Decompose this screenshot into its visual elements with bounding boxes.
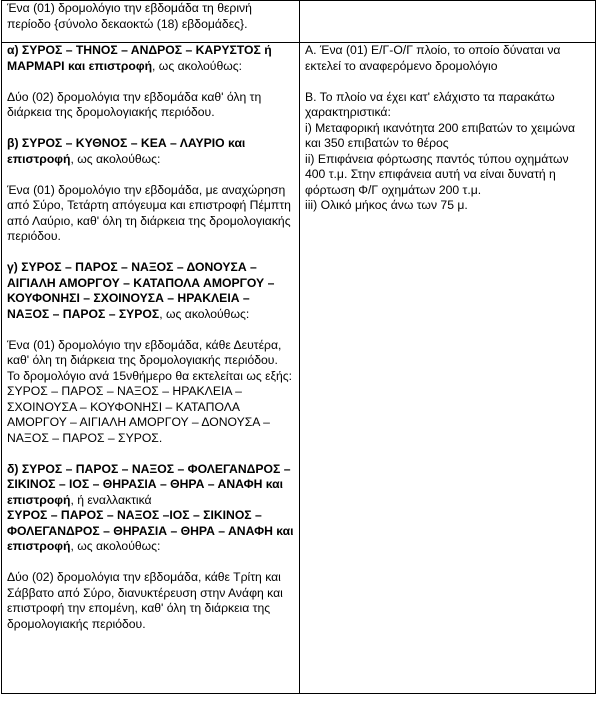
requirement-item-2: ii) Επιφάνεια φόρτωσης παντός τύπου οχημάτων 400 τ.μ. Στην επιφάνεια αυτή να είναι δυνατή η φόρτωση Φ/Γ οχημάτων 200 τ.μ. xyxy=(305,151,569,197)
route-b-suffix: , ως ακολούθως: xyxy=(70,151,161,166)
route-a-title: α) ΣΥΡΟΣ – ΤΗΝΟΣ – ΑΝΔΡΟΣ – ΚΑΡΥΣΤΟΣ ή ΜΑΡΜΑΡΙ και επιστροφή xyxy=(7,43,272,73)
top-right-cell xyxy=(300,1,596,43)
summer-schedule-text: Ένα (01) δρομολόγιο την εβδομάδα τη θερινή περίοδο {σύνολο δεκαοκτώ (18) εβδομάδες}. xyxy=(7,1,252,31)
route-c-suffix: , ως ακολούθως: xyxy=(159,306,250,321)
route-c-biweekly-description: Το δρομολόγιο ανά 15νθήμερο θα εκτελείται ως εξής: ΣΥΡΟΣ – ΠΑΡΟΣ – ΝΑΞΟΣ – ΗΡΑΚΛΕΙΑ – ΣΧΟΙΝΟΥΣΑ – ΚΟΥΦΟΝΗΣΙ – ΚΑΤΑΠΟΛΑ ΑΜΟΡΓΟΥ – ΑΙΓΙΑΛΗ ΑΜΟΡΓΟΥ – ΔΟΝΟΥΣΑ – ΝΑΞΟΣ – ΠΑΡΟΣ – ΣΥΡΟΣ. xyxy=(7,368,293,445)
table-row xyxy=(2,43,596,694)
top-left-cell xyxy=(2,1,300,43)
route-d-description: Δύο (02) δρομολόγια την εβδομάδα, κάθε Τρίτη και Σάββατο από Σύρο, διανυκτέρευση στην Ανάφη και επιστροφή την επομένη, καθ' όλη τη διάρκεια της δρομολογιακής περιόδου. xyxy=(7,570,283,631)
route-b-description: Ένα (01) δρομολόγιο την εβδομάδα, με αναχώρηση από Σύρο, Τετάρτη απόγευμα και επιστροφή Πέμπτη από Λαύριο, καθ' όλη τη διάρκεια της δρομολογιακής περιόδου. xyxy=(7,182,291,243)
route-d-alt-title: ΣΥΡΟΣ – ΠΑΡΟΣ – ΝΑΞΟΣ –ΙΟΣ – ΣΙΚΙΝΟΣ – ΦΟΛΕΓΑΝΔΡΟΣ – ΘΗΡΑΣΙΑ – ΘΗΡΑ – ΑΝΑΦΗ και επιστροφή xyxy=(7,508,294,553)
requirement-item-3: iii) Ολικό μήκος άνω των 75 μ. xyxy=(305,198,468,212)
table-row xyxy=(2,1,596,43)
route-d-suffix: , ως ακολούθως: xyxy=(70,539,161,553)
route-a-heading xyxy=(7,43,294,74)
requirements-cell xyxy=(300,43,596,694)
route-d-heading xyxy=(7,462,294,555)
route-c-heading xyxy=(7,260,294,322)
route-b-title: β) ΣΥΡΟΣ – ΚΥΘΝΟΣ – ΚΕΑ – ΛΑΥΡΙΟ και επιστροφή xyxy=(7,136,246,166)
route-a-suffix: , ως ακολούθως: xyxy=(152,58,243,73)
routes-table xyxy=(1,0,596,694)
route-b-heading xyxy=(7,136,294,167)
route-c-title: γ) ΣΥΡΟΣ – ΠΑΡΟΣ – ΝΑΞΟΣ – ΔΟΝΟΥΣΑ – ΑΙΓΙΑΛΗ ΑΜΟΡΓΟΥ – ΚΑΤΑΠΟΛΑ ΑΜΟΡΓΟΥ – ΚΟΥΦΟΝΗΣΙ – ΣΧΟΙΝΟΥΣΑ – ΗΡΑΚΛΕΙΑ – ΝΑΞΟΣ – ΠΑΡΟΣ – ΣΥΡΟΣ xyxy=(7,260,275,321)
requirement-a: Α. Ένα (01) Ε/Γ-Ο/Γ πλοίο, το οποίο δύναται να εκτελεί το αναφερόμενο δρομολόγιο xyxy=(305,43,561,73)
route-c-description: Ένα (01) δρομολόγιο την εβδομάδα, κάθε Δευτέρα, καθ' όλη τη διάρκεια της δρομολογιακής περιόδου. xyxy=(7,337,282,367)
route-d-middle: , ή εναλλακτικά xyxy=(70,492,152,507)
routes-cell xyxy=(2,43,300,694)
route-a-description: Δύο (02) δρομολόγια την εβδομάδα καθ' όλη τη διάρκεια της δρομολογιακής περιόδου. xyxy=(7,89,262,119)
route-d-title: δ) ΣΥΡΟΣ – ΠΑΡΟΣ – ΝΑΞΟΣ – ΦΟΛΕΓΑΝΔΡΟΣ – ΣΙΚΙΝΟΣ – ΙΟΣ – ΘΗΡΑΣΙΑ – ΘΗΡΑ – ΑΝΑΦΗ και επιστροφή xyxy=(7,461,291,507)
requirement-item-1: i) Μεταφορική ικανότητα 200 επιβατών το χειμώνα και 350 επιβατών το θέρος xyxy=(305,120,576,150)
requirement-b: Β. Το πλοίο να έχει κατ' ελάχιστο τα παρακάτω χαρακτηριστικά: xyxy=(305,89,555,119)
